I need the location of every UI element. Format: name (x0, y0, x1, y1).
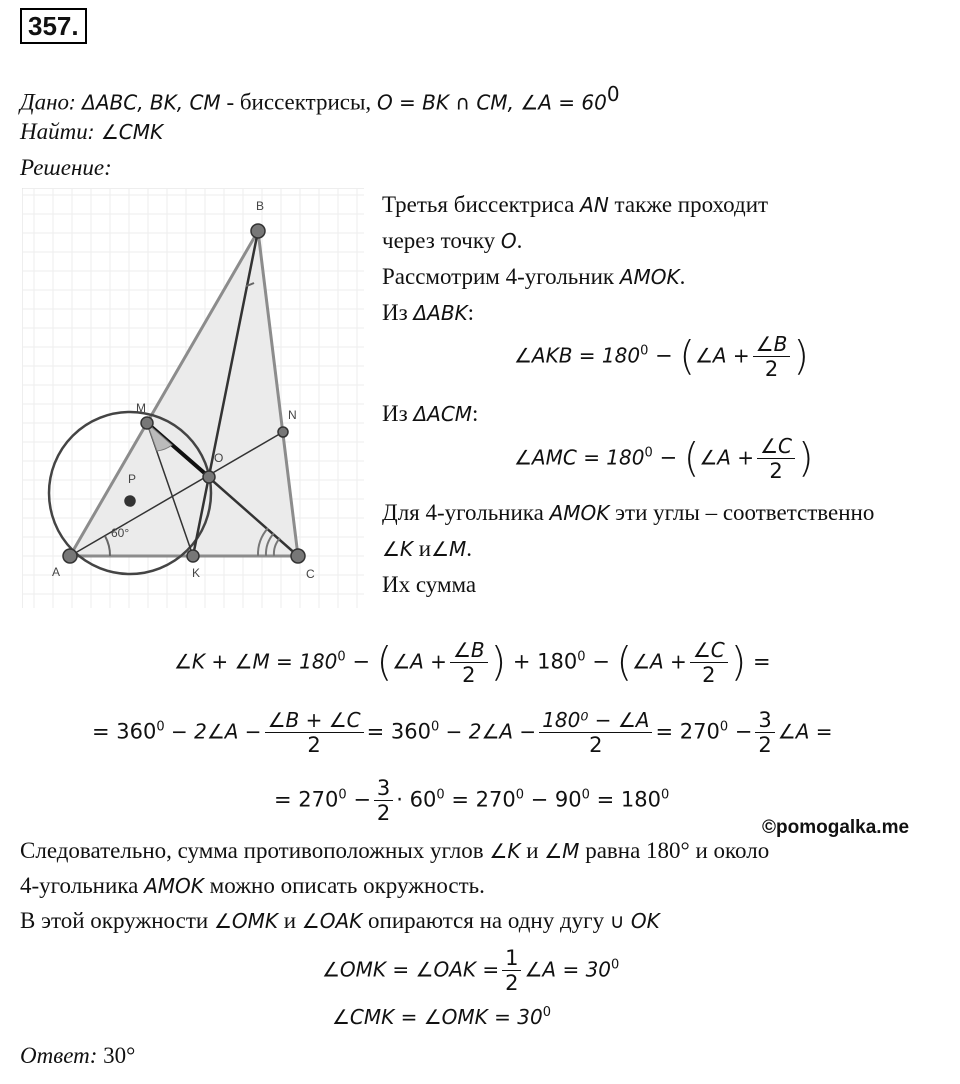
label-k: K (192, 566, 201, 580)
watermark: ©pomogalka.me (762, 817, 910, 838)
right-line-2: через точку O. (382, 228, 523, 253)
equation-akb: ∠AKB = $180^0$ − (∠A + $\frac{\angle B}{2}$ ) (514, 332, 809, 381)
right-line-6: Для 4-угольника AMOK эти углы – соответственно (382, 500, 875, 525)
label-b: B (256, 199, 265, 213)
geometry-figure (22, 188, 364, 608)
given-line: Дано: ΔABC, BK, CM - биссектрисы, O = BK ∩ CM, ∠A = $60^0$ (20, 82, 620, 115)
conclusion-line-1: Следовательно, сумма противоположных углов ∠K и ∠M равна 180° и около (20, 838, 770, 863)
right-line-7: ∠K и∠M. (382, 536, 473, 561)
right-line-8: Их сумма (382, 572, 477, 597)
find-line: Найти: ∠CMK (20, 119, 164, 144)
answer-line: Ответ: 30° (20, 1043, 136, 1068)
point-m (141, 417, 153, 429)
problem-number: 357. (20, 8, 87, 44)
point-n (278, 427, 288, 437)
solution-label: Решение: (20, 155, 112, 180)
big-equation-row-1: ∠K + ∠M = $180^0$ − (∠A + $\frac{\angle B}{2}$ ) + $180^0$ − (∠A + $\frac{\angle C}{2}$ ) = (174, 638, 771, 687)
right-line-3: Рассмотрим 4-угольник AMOK. (382, 264, 686, 289)
label-c: C (306, 567, 315, 581)
conclusion-line-2: 4-угольника AMOK можно описать окружность. (20, 873, 485, 898)
label-m: M (136, 401, 146, 415)
point-c (291, 549, 305, 563)
triangle-abc (70, 231, 298, 556)
big-equation-row-3: = $270^0$ − $\frac{3}{2}$ · $60^0 = 270^0 - 90^0 = 180^0$ (274, 776, 670, 825)
label-n: N (288, 408, 297, 422)
final-equation-1: ∠OMK = ∠OAK = $\frac{1}{2}$ ∠A = $30^0$ (322, 946, 620, 995)
point-a (63, 549, 77, 563)
point-k (187, 550, 199, 562)
point-o (203, 471, 215, 483)
label-angle-60: 60° (111, 526, 130, 540)
label-p: P (128, 472, 137, 486)
find-label: Найти (20, 119, 88, 144)
label-o: O (214, 451, 224, 465)
given-label: Дано (20, 89, 70, 115)
right-line-4: Из ΔABK: (382, 300, 475, 325)
point-p (125, 496, 135, 506)
final-equation-2: ∠CMK = ∠OMK = $30^0$ (332, 1005, 551, 1029)
equation-amc: ∠AMC = $180^0$ − (∠A + $\frac{\angle C}{2}$ ) (514, 434, 814, 483)
big-equation-row-2: = $360^0$ − 2∠A − $\frac{\angle B + \angle C}{2}$ = $360^0$ − 2∠A − $\frac{\text{180⁰ − ∠A}}{2}$ = $270^0$ − $\frac{3}{2}$ ∠A = (92, 708, 833, 757)
right-line-1: Третья биссектриса AN также проходит (382, 192, 769, 217)
point-b (251, 224, 265, 238)
label-a: A (52, 565, 61, 579)
conclusion-line-3: В этой окружности ∠OMK и ∠OAK опираются на одну дугу ∪ OK (20, 908, 660, 933)
right-line-5: Из ΔACM: (382, 401, 479, 426)
